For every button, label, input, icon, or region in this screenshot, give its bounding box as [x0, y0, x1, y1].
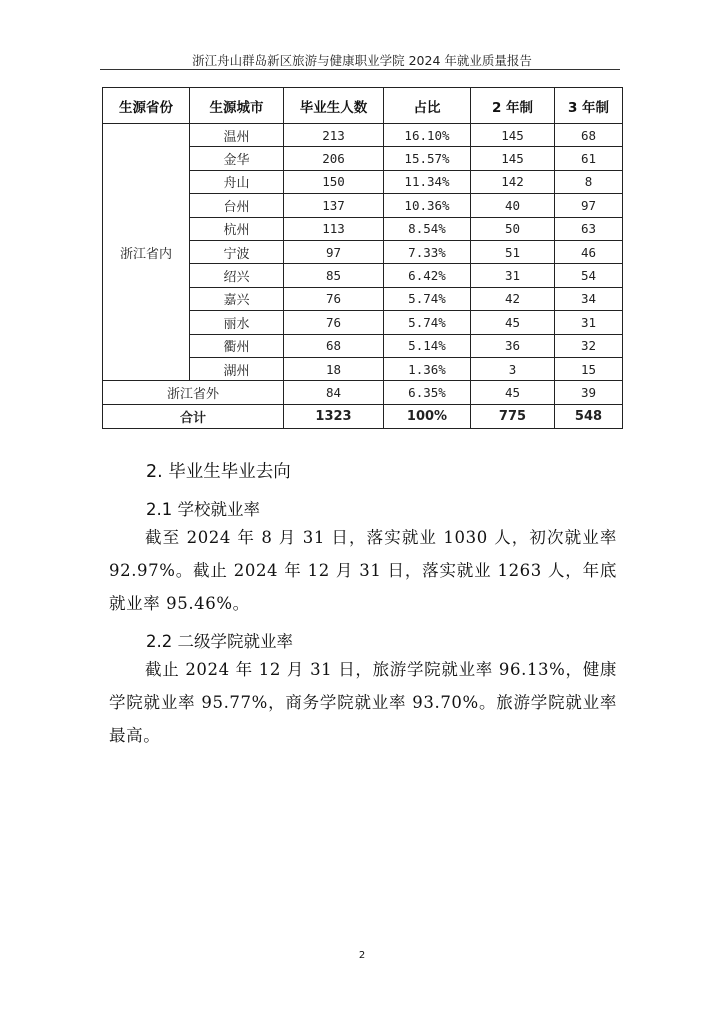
three-year-cell: 63 [555, 217, 623, 240]
two-year-cell: 50 [471, 217, 555, 240]
pct-cell: 7.33% [384, 240, 471, 263]
pct-cell: 16.10% [384, 124, 471, 147]
two-year-cell: 31 [471, 264, 555, 287]
total-two-year-cell: 775 [471, 404, 555, 428]
subsection-heading-school-rate: 2.1 学校就业率 [146, 500, 260, 519]
city-cell: 嘉兴 [190, 287, 284, 310]
header-divider [100, 69, 620, 70]
count-cell: 213 [284, 124, 384, 147]
count-cell: 84 [284, 381, 384, 404]
column-header: 2 年制 [471, 88, 555, 124]
city-cell: 丽水 [190, 311, 284, 334]
table-header-row [103, 88, 623, 124]
count-cell: 137 [284, 194, 384, 217]
column-header: 生源省份 [103, 88, 190, 124]
three-year-cell: 32 [555, 334, 623, 357]
total-count-cell: 1323 [284, 404, 384, 428]
three-year-cell: 8 [555, 170, 623, 193]
count-cell: 97 [284, 240, 384, 263]
count-cell: 18 [284, 357, 384, 380]
count-cell: 76 [284, 311, 384, 334]
city-cell: 湖州 [190, 357, 284, 380]
two-year-cell: 40 [471, 194, 555, 217]
three-year-cell: 61 [555, 147, 623, 170]
city-cell: 衢州 [190, 334, 284, 357]
column-header: 生源城市 [190, 88, 284, 124]
three-year-cell: 54 [555, 264, 623, 287]
column-header: 毕业生人数 [284, 88, 384, 124]
column-header: 3 年制 [555, 88, 623, 124]
count-cell: 76 [284, 287, 384, 310]
count-cell: 150 [284, 170, 384, 193]
pct-cell: 11.34% [384, 170, 471, 193]
pct-cell: 8.54% [384, 217, 471, 240]
three-year-cell: 15 [555, 357, 623, 380]
three-year-cell: 46 [555, 240, 623, 263]
two-year-cell: 45 [471, 381, 555, 404]
paragraph-college-rate: 截止 2024 年 12 月 31 日，旅游学院就业率 96.13%，健康学院就业率 95.77%，商务学院就业率 93.70%。旅游学院就业率最高。 [109, 660, 617, 745]
three-year-cell: 97 [555, 194, 623, 217]
column-header: 占比 [384, 88, 471, 124]
pct-cell: 5.14% [384, 334, 471, 357]
count-cell: 85 [284, 264, 384, 287]
three-year-cell: 34 [555, 287, 623, 310]
three-year-cell: 31 [555, 311, 623, 334]
pct-cell: 15.57% [384, 147, 471, 170]
three-year-cell: 39 [555, 381, 623, 404]
total-pct-cell: 100% [384, 404, 471, 428]
two-year-cell: 36 [471, 334, 555, 357]
city-cell: 温州 [190, 124, 284, 147]
pct-cell: 5.74% [384, 311, 471, 334]
city-cell: 台州 [190, 194, 284, 217]
pct-cell: 5.74% [384, 287, 471, 310]
subsection-heading-college-rate: 2.2 二级学院就业率 [146, 632, 293, 651]
count-cell: 68 [284, 334, 384, 357]
pct-cell: 1.36% [384, 357, 471, 380]
pct-cell: 10.36% [384, 194, 471, 217]
two-year-cell: 51 [471, 240, 555, 263]
city-cell: 舟山 [190, 170, 284, 193]
city-cell: 宁波 [190, 240, 284, 263]
two-year-cell: 145 [471, 147, 555, 170]
paragraph-school-rate: 截至 2024 年 8 月 31 日，落实就业 1030 人，初次就业率 92.97%。截止 2024 年 12 月 31 日，落实就业 1263 人，年底就业率 95.46%。 [109, 528, 617, 613]
count-cell: 113 [284, 217, 384, 240]
province-group-cell: 浙江省内 [103, 124, 190, 381]
page-number: 2 [358, 950, 366, 961]
two-year-cell: 3 [471, 357, 555, 380]
table-row [103, 124, 623, 147]
page-header-title: 浙江舟山群岛新区旅游与健康职业学院 2024 年就业质量报告 [192, 53, 532, 68]
table-row-outside-province [103, 381, 623, 404]
outside-province-label: 浙江省外 [103, 381, 284, 404]
total-label: 合计 [103, 404, 284, 428]
section-heading: 2. 毕业生毕业去向 [146, 462, 291, 482]
total-three-year-cell: 548 [555, 404, 623, 428]
two-year-cell: 45 [471, 311, 555, 334]
count-cell: 206 [284, 147, 384, 170]
table-total-row [103, 404, 623, 428]
graduate-source-table [102, 87, 623, 429]
pct-cell: 6.35% [384, 381, 471, 404]
two-year-cell: 145 [471, 124, 555, 147]
city-cell: 绍兴 [190, 264, 284, 287]
three-year-cell: 68 [555, 124, 623, 147]
two-year-cell: 42 [471, 287, 555, 310]
city-cell: 金华 [190, 147, 284, 170]
two-year-cell: 142 [471, 170, 555, 193]
city-cell: 杭州 [190, 217, 284, 240]
pct-cell: 6.42% [384, 264, 471, 287]
